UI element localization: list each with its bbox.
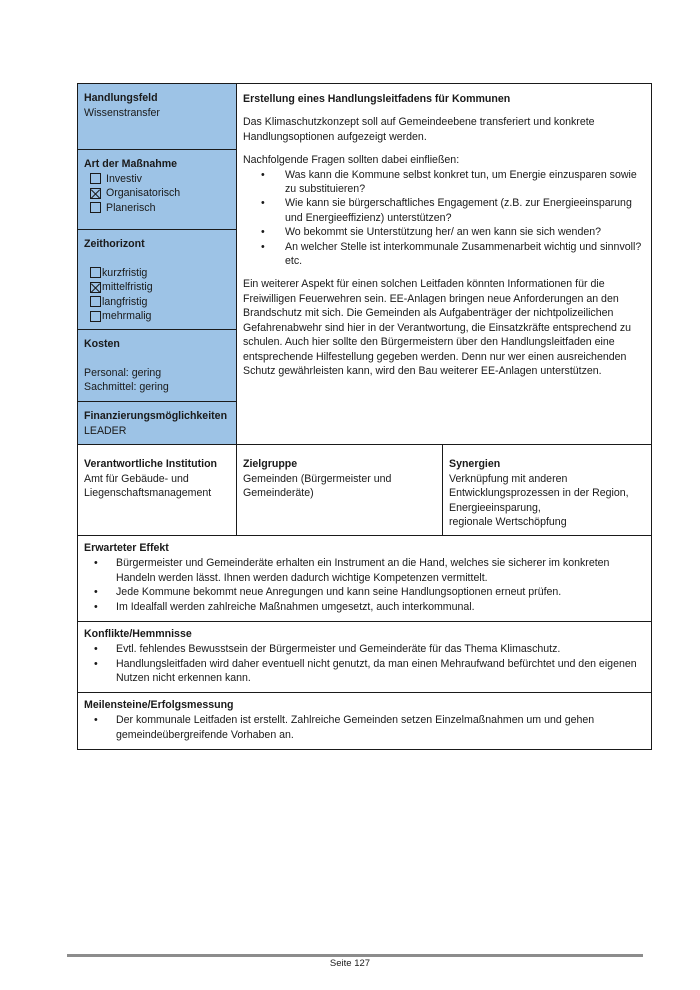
zeithorizont-cell xyxy=(78,230,236,330)
zeit-option-langfristig[interactable] xyxy=(84,295,230,310)
konflikte-section xyxy=(78,622,651,693)
art-option-investiv[interactable] xyxy=(84,172,230,187)
zielgruppe-value: Gemeinden (Bürgermeister und Gemeinderäte) xyxy=(243,472,392,499)
kosten-personal: Personal: gering xyxy=(84,366,162,379)
zeit-option-label: mehrmalig xyxy=(102,310,152,322)
finanzierung-label: Finanzierungsmöglichkeiten xyxy=(84,410,228,422)
art-option-label: Planerisch xyxy=(106,201,156,214)
synergien-line: Energieeinsparung, xyxy=(449,501,541,514)
list-item: • Der kommunale Leitfaden ist erstellt. Zahlreiche Gemeinden setzen Einzelmaßnahmen um und gehen gemeindeübergreifende Vorhaben an. xyxy=(84,713,645,743)
art-option-organisatorisch[interactable] xyxy=(84,186,230,201)
finanzierung-value: LEADER xyxy=(84,424,127,437)
list-item: • Wo bekommt sie Unterstützung her/ an wen kann sie sich wenden? xyxy=(243,225,645,239)
institution-cell xyxy=(78,445,237,535)
institution-value: Amt für Gebäude- und Liegenschaftsmanagement xyxy=(84,472,212,499)
handlungsfeld-cell xyxy=(78,84,236,150)
art-option-label: Investiv xyxy=(106,172,142,185)
art-option-label: Organisatorisch xyxy=(106,187,181,199)
zeit-option-mittelfristig[interactable] xyxy=(84,280,230,295)
checkbox-kurzfristig[interactable] xyxy=(90,267,101,278)
description-column xyxy=(237,84,651,444)
aspect-text: Ein weiterer Aspekt für einen solchen Leitfaden könnten Informationen für die Freiwilligen Feuerwehren sein. EE-Anlagen bringen neue Anforderungen an den Brandschutz mit sich. Die Gemeinden als Aufgabenträger der nichtpolizeilichen Gefahrenabwehr sind hier in der Verantwortung, die Einsatzkräfte entsprechend zu schulen. Auch hier sollte den Bürgermeistern über den Handlungsleitfaden eine entsprechende Hilfestellung gegeben werden. Denn nur wer einen ausreichenden Schutz gewährleisten kann, wird den Bau weiterer EE-Anlagen unterstützen. xyxy=(243,278,632,377)
footer-divider xyxy=(67,954,643,957)
questions-list xyxy=(243,168,645,269)
synergien-label: Synergien xyxy=(449,458,501,470)
zielgruppe-cell xyxy=(237,445,443,535)
measure-sheet xyxy=(77,83,652,750)
page-number: Seite 127 xyxy=(329,958,371,969)
effekt-section xyxy=(78,536,651,622)
list-item: • Evtl. fehlendes Bewusstsein der Bürgermeister und Gemeinderäte für das Thema Klimaschutz. xyxy=(84,642,645,657)
handlungsfeld-label: Handlungsfeld xyxy=(84,92,158,104)
checkbox-organisatorisch[interactable] xyxy=(90,188,101,199)
finanzierung-cell xyxy=(78,402,236,444)
list-item: • Wie kann sie bürgerschaftliches Engagement (z.B. zur Energieeinsparung und Energieeffizienz) unterstützen? xyxy=(243,196,645,225)
checkbox-mittelfristig[interactable] xyxy=(90,282,101,293)
art-option-planerisch[interactable] xyxy=(84,201,230,216)
art-cell xyxy=(78,150,236,230)
institution-label: Verantwortliche Institution xyxy=(84,458,218,470)
checkbox-langfristig[interactable] xyxy=(90,296,101,307)
effekt-list xyxy=(84,556,645,615)
list-item: • An welcher Stelle ist interkommunale Zusammenarbeit wichtig und sinnvoll? etc. xyxy=(243,240,645,269)
list-item: • Jede Kommune bekommt neue Anregungen und kann seine Handlungsoptionen erneut prüfen. xyxy=(84,585,645,600)
checkbox-planerisch[interactable] xyxy=(90,202,101,213)
handlungsfeld-value: Wissenstransfer xyxy=(84,106,160,119)
konflikte-label: Konflikte/Hemmnisse xyxy=(84,627,192,640)
zeit-option-kurzfristig[interactable] xyxy=(84,266,230,281)
konflikte-list xyxy=(84,642,645,686)
zeithorizont-label: Zeithorizont xyxy=(84,238,145,250)
kosten-cell xyxy=(78,330,236,402)
middle-row xyxy=(78,445,651,536)
synergien-line: regionale Wertschöpfung xyxy=(449,516,567,528)
meilensteine-section xyxy=(78,693,651,748)
zielgruppe-label: Zielgruppe xyxy=(243,458,298,470)
list-item: • Handlungsleitfaden wird daher eventuell nicht genutzt, da man einen Mehraufwand befürchtet und den eigenen Nutzen nicht erkennen kann. xyxy=(84,657,645,687)
kosten-label: Kosten xyxy=(84,338,120,350)
checkbox-mehrmalig[interactable] xyxy=(90,311,101,322)
left-column xyxy=(78,84,237,444)
questions-intro: Nachfolgende Fragen sollten dabei einfließen: xyxy=(243,154,460,167)
art-label: Art der Maßnahme xyxy=(84,158,178,170)
meilensteine-label: Meilensteine/Erfolgsmessung xyxy=(84,699,234,712)
kosten-sachmittel: Sachmittel: gering xyxy=(84,381,169,393)
synergien-cell xyxy=(443,445,651,535)
zeit-option-label: kurzfristig xyxy=(102,266,148,279)
measure-title: Erstellung eines Handlungsleitfadens für Kommunen xyxy=(243,93,511,105)
intro-text: Das Klimaschutzkonzept soll auf Gemeindeebene transferiert und konkrete Handlungsoptionen aufgezeigt werden. xyxy=(243,116,595,143)
list-item: • Im Idealfall werden zahlreiche Maßnahmen umgesetzt, auch interkommunal. xyxy=(84,600,645,615)
checkbox-investiv[interactable] xyxy=(90,173,101,184)
zeit-option-label: mittelfristig xyxy=(102,281,153,293)
zeit-option-mehrmalig[interactable] xyxy=(84,309,230,324)
effekt-label: Erwarteter Effekt xyxy=(84,542,169,554)
meilensteine-list xyxy=(84,713,645,743)
top-row xyxy=(78,84,651,445)
synergien-line: Verknüpfung mit anderen Entwicklungsprozessen in der Region, xyxy=(449,472,629,499)
zeit-option-label: langfristig xyxy=(102,295,148,308)
list-item: • Bürgermeister und Gemeinderäte erhalten ein Instrument an die Hand, welches sie sicherer im konkreten Handeln werden lässt. Ihnen werden dadurch wichtige Kompetenzen vermittelt. xyxy=(84,556,645,586)
list-item: • Was kann die Kommune selbst konkret tun, um Energie einzusparen sowie zu substituieren? xyxy=(243,168,645,197)
